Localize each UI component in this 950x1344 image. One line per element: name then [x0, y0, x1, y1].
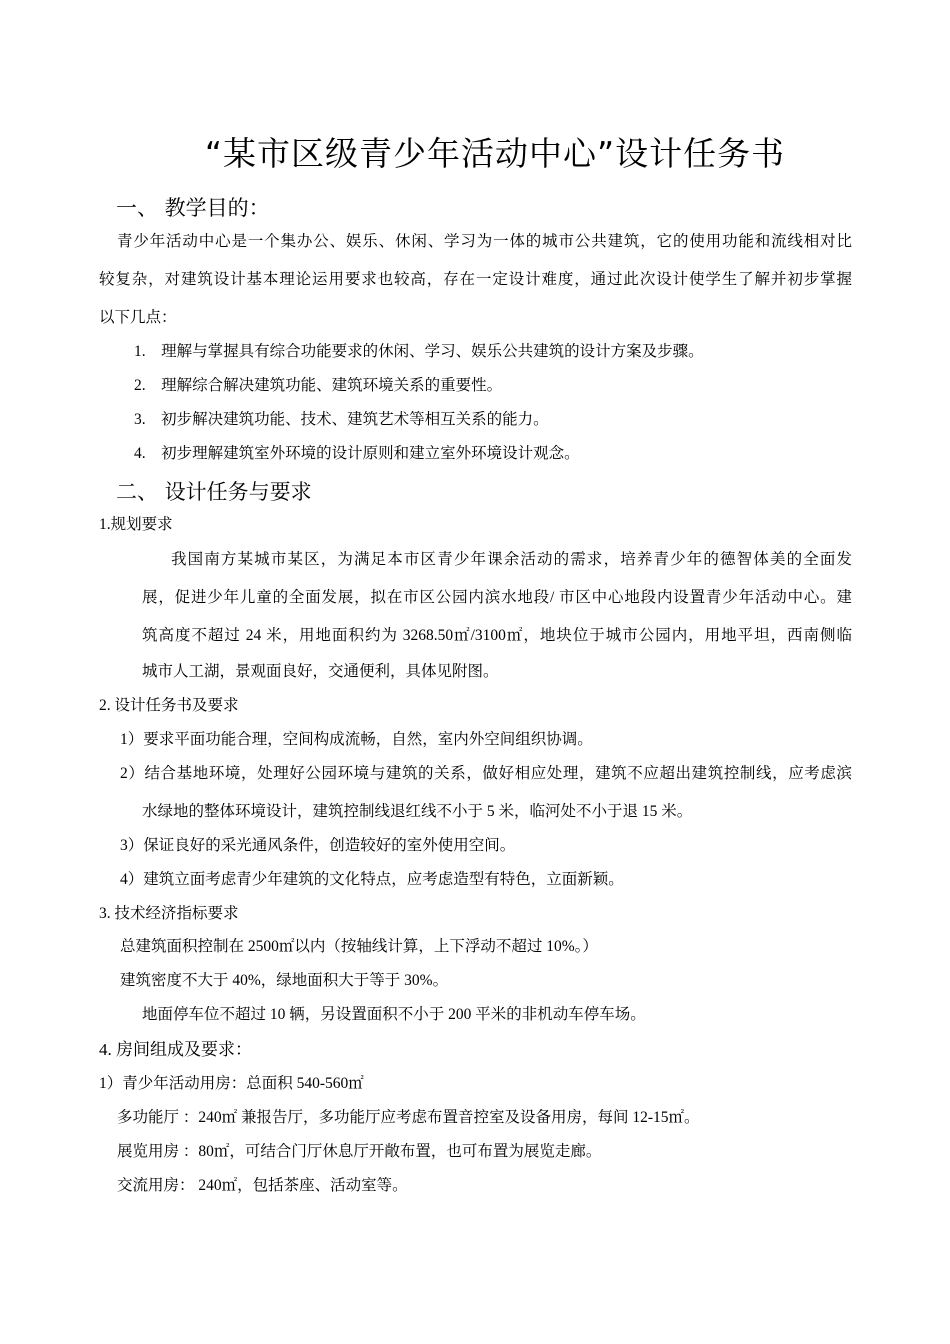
section-heading-teaching-goals: 一、 教学目的：	[116, 196, 270, 220]
intro-paragraph-line: 以下几点：	[99, 309, 177, 326]
planning-paragraph-line: 筑高度不超过 24 米，用地面积约为 3268.50㎡/3100㎡，地块位于城市公园内，用地平坦，西南侧临	[142, 627, 852, 644]
rooms-line: 展览用房 ：80㎡，可结合门厅休息厅开敞布置，也可布置为展览走廊。	[117, 1143, 602, 1160]
rooms-line: 多功能厅 ：240㎡ 兼报告厅，多功能厅应考虑布置音控室及设备用房，每间 12-15㎡。	[117, 1109, 700, 1126]
planning-paragraph-line: 我国南方某城市某区，为满足本市区青少年课余活动的需求，培养青少年的德智体美的全面发	[171, 551, 852, 568]
task-requirement-line: 2）结合基地环境，处理好公园环境与建筑的关系，做好相应处理，建筑不应超出建筑控制线，应考虑滨	[120, 765, 852, 782]
section-heading-design-tasks: 二、 设计任务与要求	[116, 480, 312, 504]
indicator-line: 建筑密度不大于 40%，绿地面积大于等于 30%。	[120, 972, 449, 989]
intro-paragraph-line: 青少年活动中心是一个集办公、娱乐、休闲、学习为一体的城市公共建筑，它的使用功能和流线相对比	[117, 233, 852, 250]
subsection-heading-indicators: 3. 技术经济指标要求	[99, 905, 239, 922]
task-requirement-line: 水绿地的整体环境设计，建筑控制线退红线不小于 5 米，临河处不小于退 15 米。	[142, 803, 693, 820]
goal-list-item: 3. 初步解决建筑功能、技术、建筑艺术等相互关系的能力。	[134, 411, 549, 428]
intro-paragraph-line: 较复杂，对建筑设计基本理论运用要求也较高，存在一定设计难度，通过此次设计使学生了解并初步掌握	[99, 271, 852, 288]
goal-list-item: 1. 理解与掌握具有综合功能要求的休闲、学习、娱乐公共建筑的设计方案及步骤。	[134, 343, 704, 360]
document-title: “某市区级青少年活动中心”设计任务书	[204, 134, 786, 173]
task-requirement-line: 3）保证良好的采光通风条件，创造较好的室外使用空间。	[120, 837, 516, 854]
goal-list-item: 4. 初步理解建筑室外环境的设计原则和建立室外环境设计观念。	[134, 445, 580, 462]
subsection-heading-rooms: 4. 房间组成及要求：	[99, 1040, 252, 1059]
planning-paragraph-line: 展，促进少年儿童的全面发展，拟在市区公园内滨水地段/ 市区中心地段内设置青少年活动中心。建	[142, 589, 852, 606]
indicator-line: 地面停车位不超过 10 辆，另设置面积不小于 200 平米的非机动车停车场。	[142, 1006, 646, 1023]
subsection-heading-planning: 1.规划要求	[99, 516, 173, 533]
task-requirement-line: 4）建筑立面考虑青少年建筑的文化特点，应考虑造型有特色，立面新颖。	[120, 871, 624, 888]
task-requirement-line: 1）要求平面功能合理，空间构成流畅，自然，室内外空间组织协调。	[120, 731, 593, 748]
rooms-line: 交流用房： 240㎡，包括茶座、活动室等。	[117, 1177, 408, 1194]
rooms-line: 1）青少年活动用房：总面积 540-560㎡	[99, 1075, 364, 1092]
indicator-line: 总建筑面积控制在 2500㎡以内（按轴线计算，上下浮动不超过 10%。）	[120, 938, 598, 955]
subsection-heading-task: 2. 设计任务书及要求	[99, 697, 239, 714]
planning-paragraph-line: 城市人工湖，景观面良好，交通便利，具体见附图。	[142, 663, 499, 680]
goal-list-item: 2. 理解综合解决建筑功能、建筑环境关系的重要性。	[134, 377, 503, 394]
